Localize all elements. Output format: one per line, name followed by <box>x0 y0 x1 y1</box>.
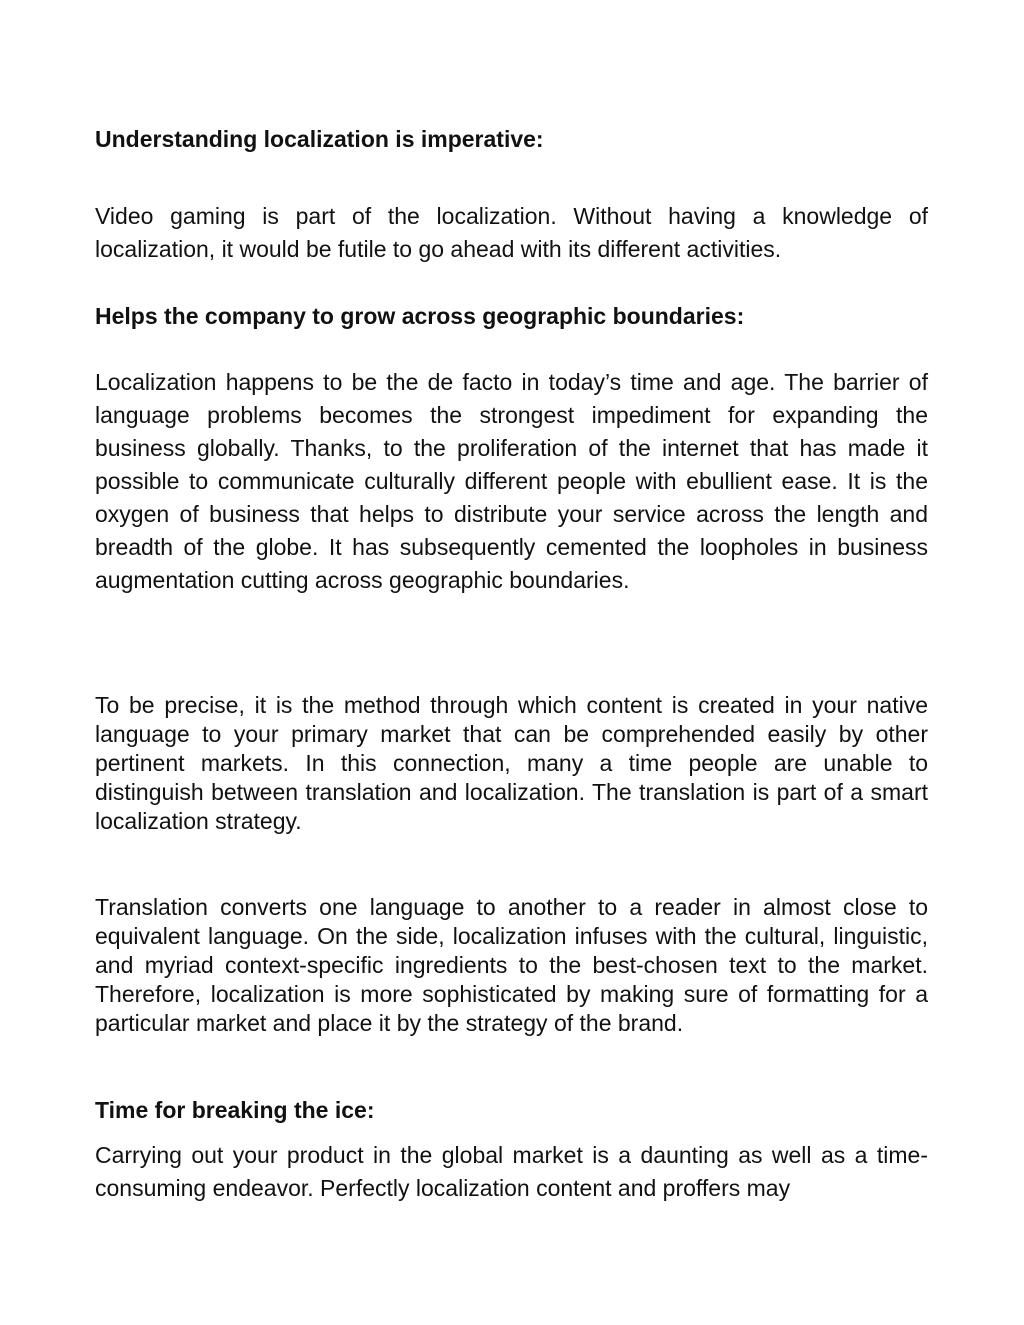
section-heading-geographic-boundaries: Helps the company to grow across geographic boundaries: <box>95 303 745 329</box>
paragraph-carrying-out-product: Carrying out your product in the global market is a daunting as well as a time-consuming endeavor. Perfectly localization content and proffers may <box>95 1142 928 1201</box>
paragraph-video-gaming: Video gaming is part of the localization. Without having a knowledge of localization, it would be futile to go ahead with its different activities. <box>95 203 928 262</box>
paragraph-translation-converts: Translation converts one language to another to a reader in almost close to equivalent language. On the side, localization infuses with the cultural, linguistic, and myriad context-specific ingredients to the best-chosen text to the market. Therefore, localization is more sophisticated by making sure of formatting for a particular market and place it by the strategy of the brand. <box>95 894 928 1036</box>
paragraph-to-be-precise: To be precise, it is the method through which content is created in your native language to your primary market that can be comprehended easily by other pertinent markets. In this connection, many a time people are unable to distinguish between translation and localization. The translation is part of a smart localization strategy. <box>95 692 928 834</box>
paragraph-localization-de-facto: Localization happens to be the de facto in today’s time and age. The barrier of language problems becomes the strongest impediment for expanding the business globally. Thanks, to the proliferation of the internet that has made it possible to communicate culturally different people with ebullient ease. It is the oxygen of business that helps to distribute your service across the length and breadth of the globe. It has subsequently cemented the loopholes in business augmentation cutting across geographic boundaries. <box>95 369 928 593</box>
section-heading-breaking-the-ice: Time for breaking the ice: <box>95 1097 375 1123</box>
section-heading-understanding-localization: Understanding localization is imperative: <box>95 126 544 152</box>
